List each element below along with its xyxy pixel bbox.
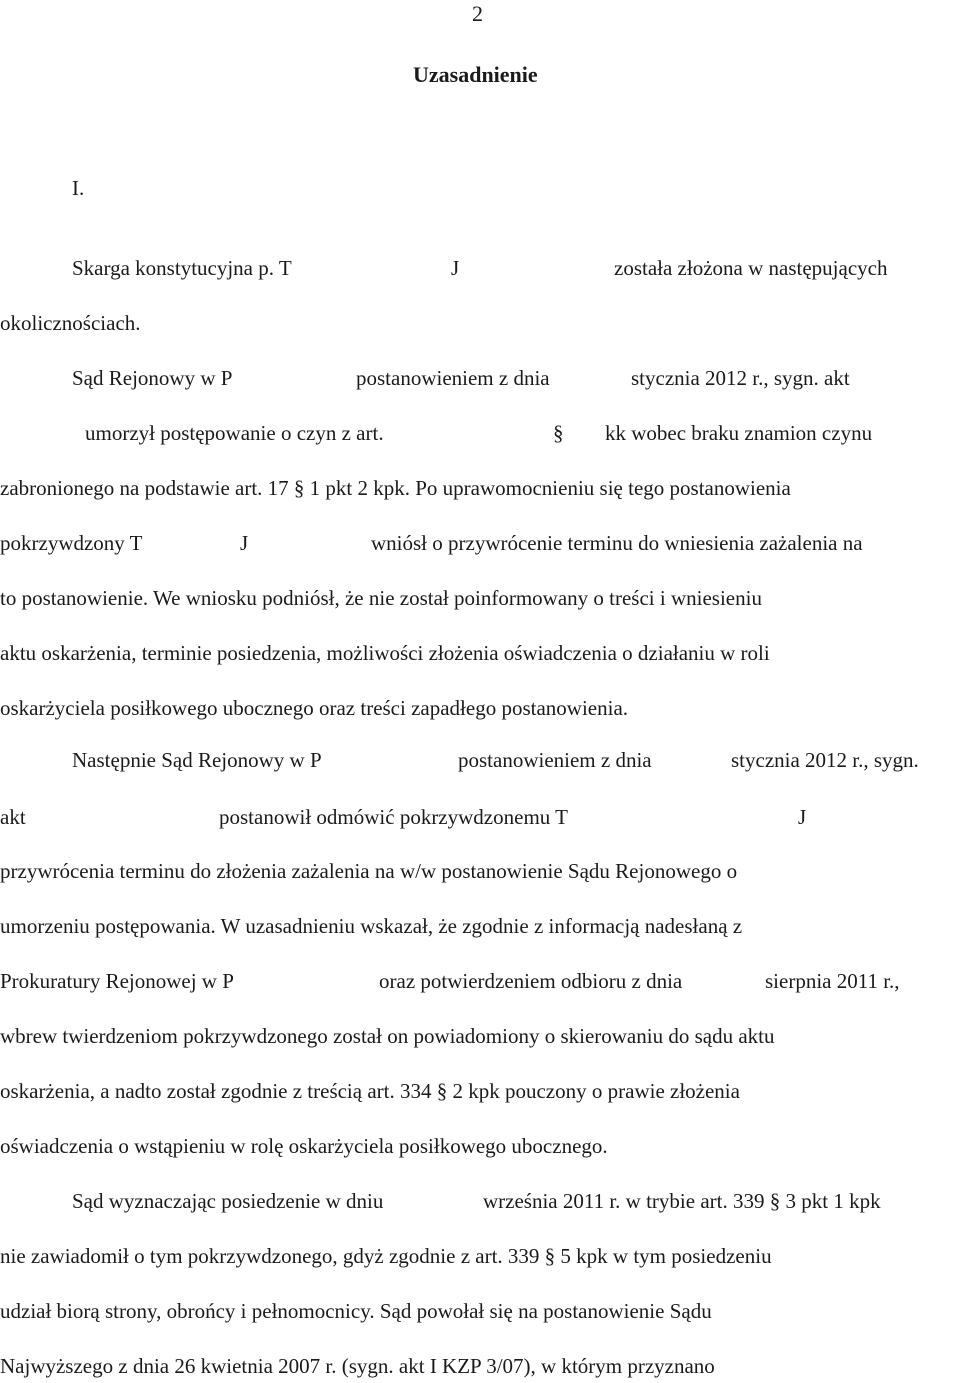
section-number: I. bbox=[72, 176, 85, 200]
text-segment: J bbox=[798, 805, 807, 829]
text-segment: oskarżyciela posiłkowego ubocznego oraz treści zapadłego postanowienia. bbox=[0, 696, 629, 720]
text-segment: J bbox=[240, 531, 249, 555]
text-segment: postanowieniem z dnia bbox=[356, 366, 550, 390]
text-segment: Sąd Rejonowy w P bbox=[72, 366, 233, 390]
text-segment: września 2011 r. w trybie art. 339 § 3 pkt 1 kpk bbox=[483, 1189, 881, 1213]
page-number: 2 bbox=[472, 1, 483, 26]
text-segment: udział biorą strony, obrońcy i pełnomocnicy. Sąd powołał się na postanowienie Sądu bbox=[0, 1299, 712, 1323]
text-segment: wniósł o przywrócenie terminu do wniesienia zażalenia na bbox=[371, 531, 863, 555]
text-segment: § bbox=[553, 421, 564, 445]
text-segment: Najwyższego z dnia 26 kwietnia 2007 r. (sygn. akt I KZP 3/07), w którym przyznano bbox=[0, 1354, 715, 1378]
text-segment: pokrzywdzony T bbox=[0, 531, 143, 555]
text-segment: okolicznościach. bbox=[0, 311, 141, 335]
text-segment: przywrócenia terminu do złożenia zażalenia na w/w postanowienie Sądu Rejonowego o bbox=[0, 859, 738, 883]
text-segment: Prokuratury Rejonowej w P bbox=[0, 969, 234, 993]
text-segment: aktu oskarżenia, terminie posiedzenia, możliwości złożenia oświadczenia o działaniu w roli bbox=[0, 641, 770, 665]
document-heading: Uzasadnienie bbox=[413, 62, 538, 87]
text-segment: umorzeniu postępowania. W uzasadnieniu wskazał, że zgodnie z informacją nadesłaną z bbox=[0, 914, 743, 938]
text-segment: postanowił odmówić pokrzywdzonemu T bbox=[219, 805, 568, 829]
text-segment: nie zawiadomił o tym pokrzywdzonego, gdyż zgodnie z art. 339 § 5 kpk w tym posiedzeniu bbox=[0, 1244, 772, 1268]
text-segment: kk wobec braku znamion czynu bbox=[605, 421, 873, 445]
text-segment: postanowieniem z dnia bbox=[458, 748, 652, 772]
text-segment: wbrew twierdzeniom pokrzywdzonego został on powiadomiony o skierowaniu do sądu aktu bbox=[0, 1024, 775, 1048]
text-segment: stycznia 2012 r., sygn. bbox=[731, 748, 919, 772]
text-segment: oraz potwierdzeniem odbioru z dnia bbox=[379, 969, 683, 993]
text-segment: to postanowienie. We wniosku podniósł, że nie został poinformowany o treści i wniesieniu bbox=[0, 586, 762, 610]
text-segment: stycznia 2012 r., sygn. akt bbox=[631, 366, 850, 390]
text-segment: oświadczenia o wstąpieniu w rolę oskarżyciela posiłkowego ubocznego. bbox=[0, 1134, 608, 1158]
text-segment: umorzył postępowanie o czyn z art. bbox=[85, 421, 384, 445]
text-segment: Następnie Sąd Rejonowy w P bbox=[72, 748, 322, 772]
text-segment: została złożona w następujących bbox=[614, 256, 888, 280]
text-segment: akt bbox=[0, 805, 26, 829]
text-segment: Skarga konstytucyjna p. T bbox=[72, 256, 292, 280]
text-segment: J bbox=[451, 256, 460, 280]
text-segment: Sąd wyznaczając posiedzenie w dniu bbox=[72, 1189, 384, 1213]
text-segment: oskarżenia, a nadto został zgodnie z treścią art. 334 § 2 kpk pouczony o prawie złożenia bbox=[0, 1079, 740, 1103]
text-segment: zabronionego na podstawie art. 17 § 1 pkt 2 kpk. Po uprawomocnieniu się tego postanowienia bbox=[0, 476, 791, 500]
text-segment: sierpnia 2011 r., bbox=[765, 969, 900, 993]
